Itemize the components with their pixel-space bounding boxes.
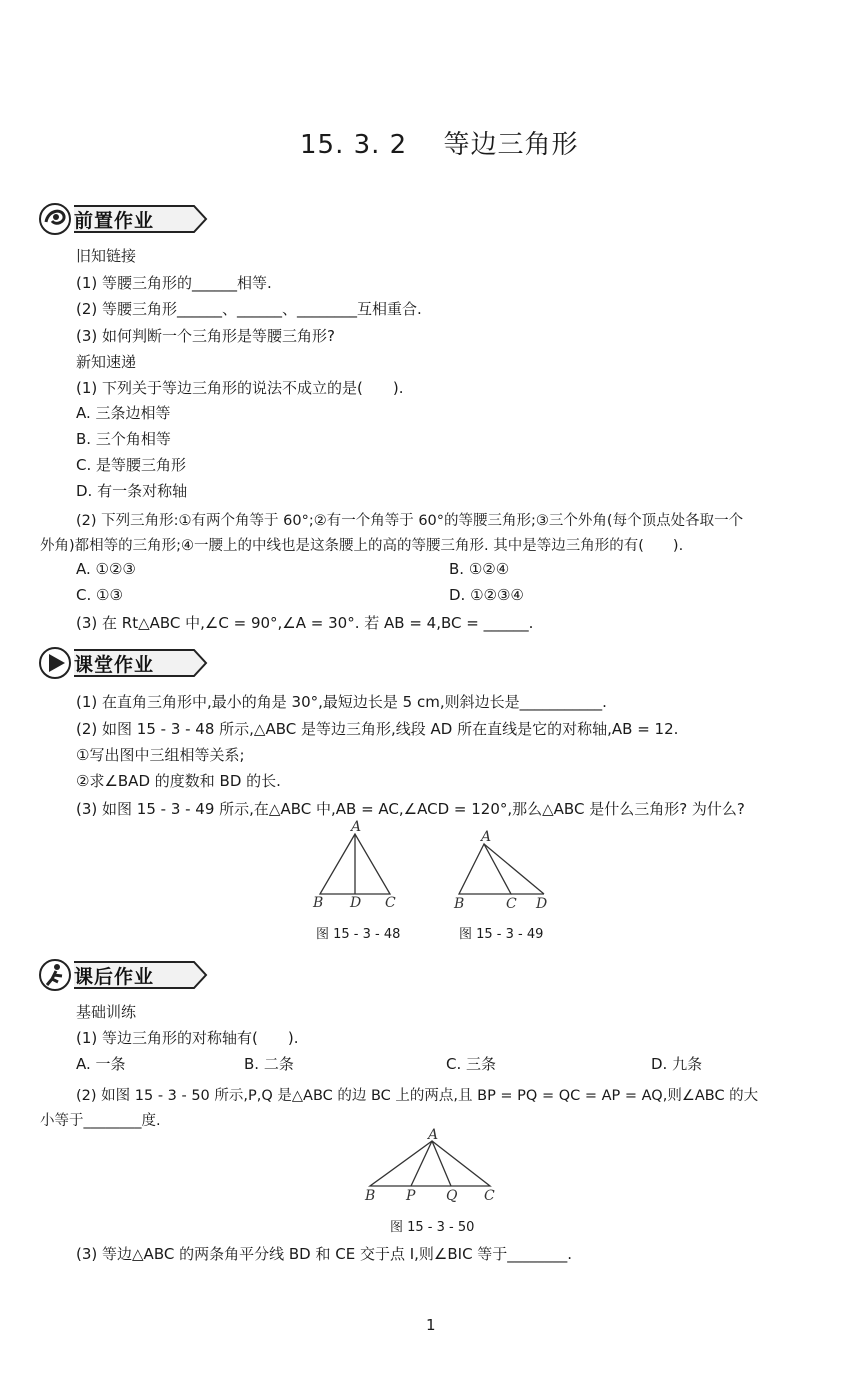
section-title: 课堂作业 — [74, 654, 155, 676]
label-q: Q — [446, 1188, 458, 1204]
option: C. 三条 — [446, 1055, 497, 1073]
label-b: B — [454, 896, 465, 912]
option: A. ①②③ — [76, 560, 136, 578]
segment-ad — [484, 844, 544, 894]
section-header-pre — [38, 202, 178, 236]
question-text: (3) 如图 15 - 3 - 49 所示,在△ABC 中,AB = AC,∠ACD = 120°,那么△ABC 是什么三角形? 为什么? — [76, 800, 745, 818]
runner-badge-icon — [38, 958, 74, 992]
label-a: A — [428, 1127, 439, 1143]
option: B. 二条 — [244, 1055, 294, 1073]
figure-15-3-50 — [360, 1127, 500, 1205]
triangle-abc — [370, 1141, 490, 1186]
label-p: P — [406, 1188, 416, 1204]
question-text: (3) 等边△ABC 的两条角平分线 BD 和 CE 交于点 I,则∠BIC 等于________. — [76, 1245, 573, 1263]
label-c: C — [385, 895, 396, 911]
option: D. 九条 — [651, 1055, 703, 1073]
question-text: ①写出图中三组相等关系; — [76, 746, 245, 764]
question-text: (2) 如图 15 - 3 - 48 所示,△ABC 是等边三角形,线段 AD 所在直线是它的对称轴,AB = 12. — [76, 720, 679, 738]
page-number: 1 — [426, 1316, 436, 1334]
question-text: (2) 等腰三角形______、______、________互相重合. — [76, 300, 422, 318]
question-text: (1) 等腰三角形的______相等. — [76, 274, 272, 292]
figure-caption: 图 15 - 3 - 49 — [459, 927, 544, 942]
label-a: A — [351, 819, 362, 835]
question-text: (3) 在 Rt△ABC 中,∠C = 90°,∠A = 30°. 若 AB = 4,BC = ______. — [76, 614, 534, 632]
question-text: (2) 下列三角形:①有两个角等于 60°;②有一个角等于 60°的等腰三角形;③三个外角(每个顶点处各取一个 — [76, 513, 744, 529]
section-header-post — [38, 958, 178, 992]
label-a: A — [481, 829, 492, 845]
option: C. 是等腰三角形 — [76, 456, 187, 474]
option: A. 三条边相等 — [76, 404, 171, 422]
triangle-abc — [459, 844, 511, 894]
option: C. ①③ — [76, 586, 123, 604]
option: B. 三个角相等 — [76, 430, 171, 448]
subheading: 旧知链接 — [76, 247, 137, 265]
question-text: ②求∠BAD 的度数和 BD 的长. — [76, 772, 281, 790]
option: A. 一条 — [76, 1055, 126, 1073]
figure-caption: 图 15 - 3 - 48 — [316, 927, 401, 942]
question-text: 小等于________度. — [40, 1113, 161, 1129]
option: B. ①②④ — [449, 560, 510, 578]
option: D. ①②③④ — [449, 586, 524, 604]
section-title: 课后作业 — [74, 966, 155, 988]
play-badge-icon — [38, 646, 74, 680]
figure-15-3-48 — [308, 818, 408, 913]
option: D. 有一条对称轴 — [76, 482, 188, 500]
question-text: (1) 下列关于等边三角形的说法不成立的是( ). — [76, 379, 404, 397]
figure-caption: 图 15 - 3 - 50 — [390, 1220, 475, 1235]
question-text: 外角)都相等的三角形;④一腰上的中线也是这条腰上的高的等腰三角形. 其中是等边三角形的有( ). — [40, 538, 684, 554]
label-c: C — [506, 896, 517, 912]
page-title: 15. 3. 2 等边三角形 — [300, 130, 579, 160]
label-b: B — [365, 1188, 376, 1204]
swirl-badge-icon — [38, 202, 74, 236]
label-b: B — [313, 895, 324, 911]
subheading: 基础训练 — [76, 1003, 137, 1021]
label-c: C — [484, 1188, 495, 1204]
segment-ap — [411, 1141, 432, 1186]
question-text: (2) 如图 15 - 3 - 50 所示,P,Q 是△ABC 的边 BC 上的两点,且 BP = PQ = QC = AP = AQ,则∠ABC 的大 — [76, 1088, 759, 1104]
figure-15-3-49 — [450, 828, 560, 913]
section-header-class — [38, 646, 178, 680]
question-text: (3) 如何判断一个三角形是等腰三角形? — [76, 327, 335, 345]
subheading: 新知速递 — [76, 353, 137, 371]
section-title: 前置作业 — [74, 210, 155, 232]
question-text: (1) 在直角三角形中,最小的角是 30°,最短边长是 5 cm,则斜边长是___________. — [76, 693, 607, 711]
label-d: D — [536, 896, 548, 912]
label-d: D — [350, 895, 362, 911]
question-text: (1) 等边三角形的对称轴有( ). — [76, 1029, 299, 1047]
